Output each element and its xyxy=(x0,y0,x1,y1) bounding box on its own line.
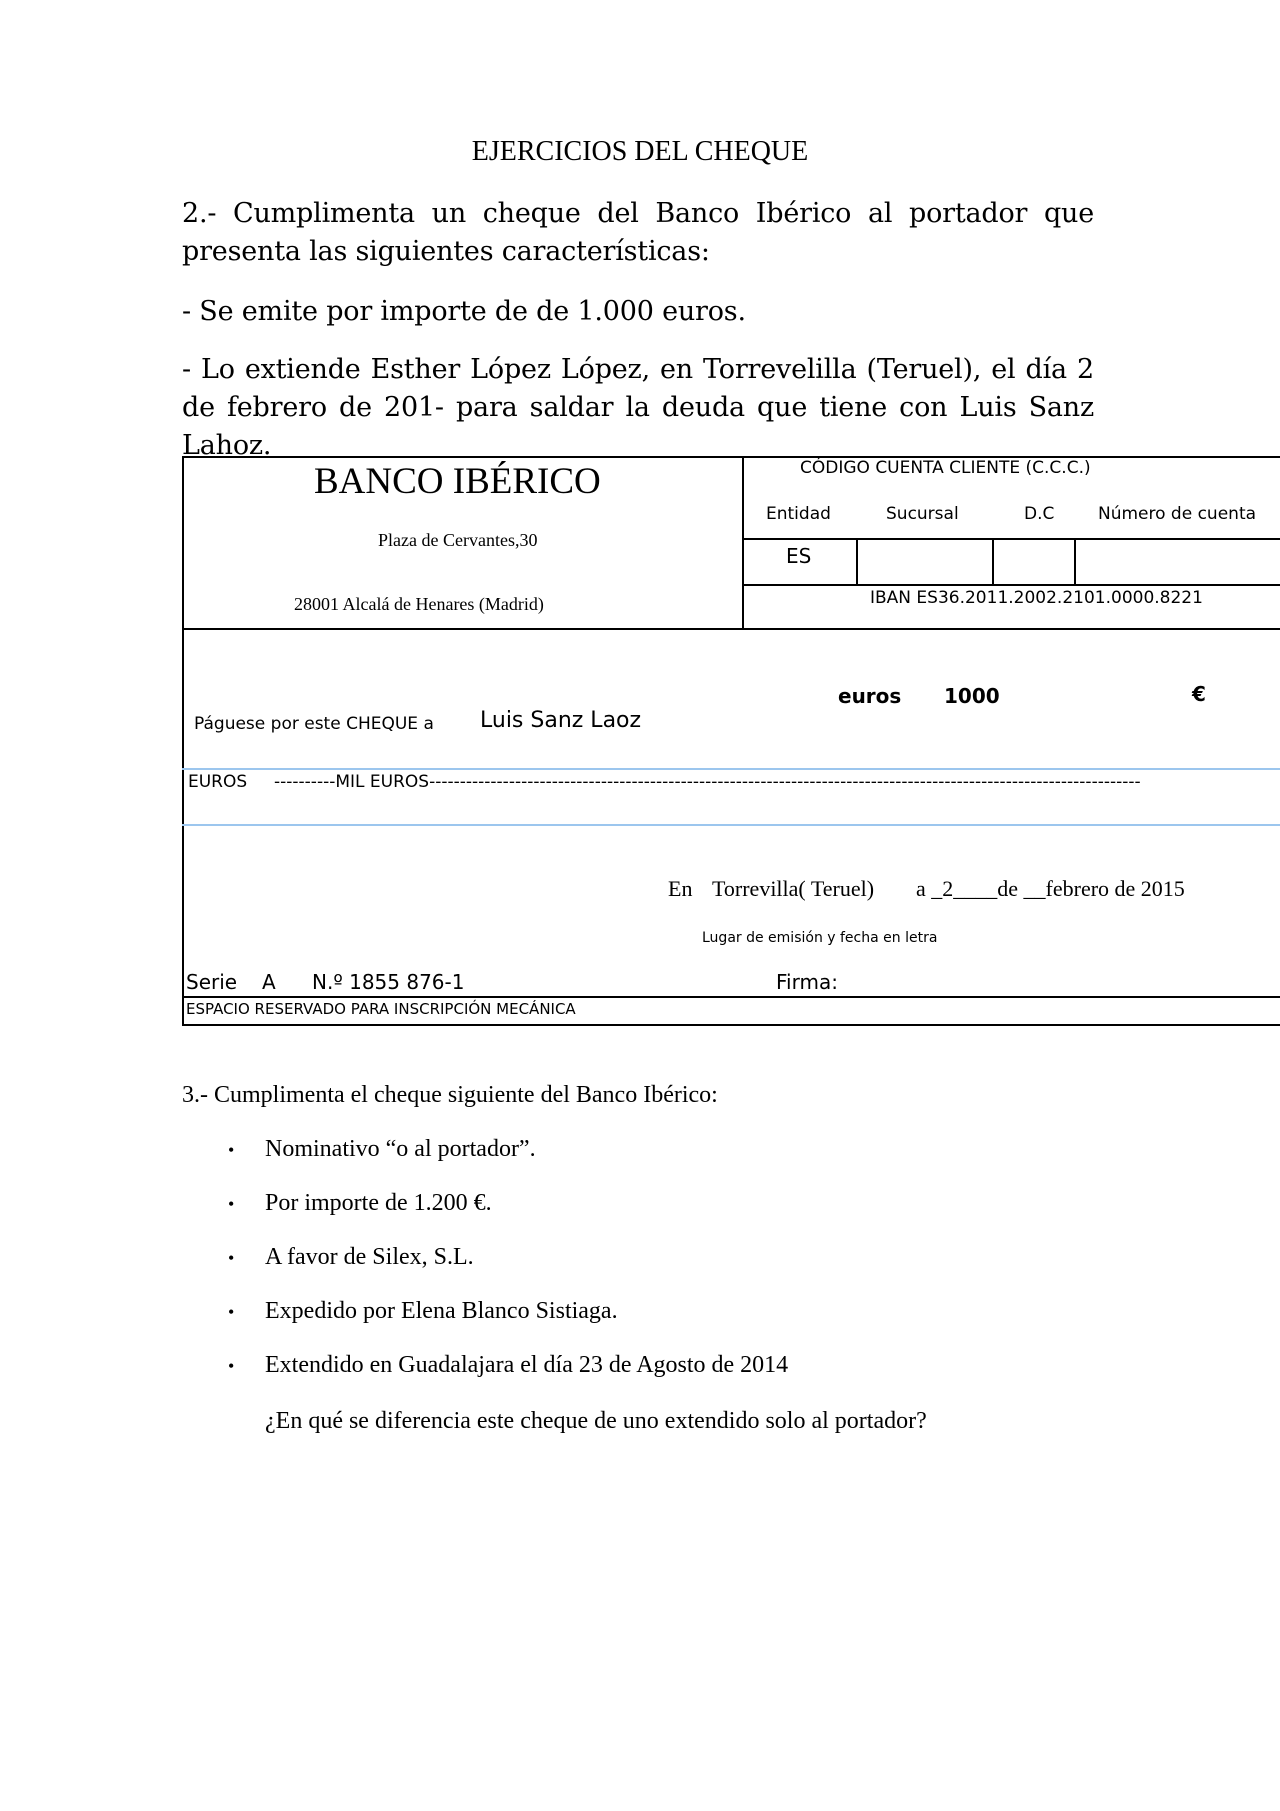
place-date-caption: Lugar de emisión y fecha en letra xyxy=(702,930,938,946)
ccc-column-entidad: Entidad xyxy=(766,504,831,524)
serie-label: Serie xyxy=(186,970,238,994)
euros-label: euros xyxy=(838,684,902,708)
cheque-number: N.º 1855 876-1 xyxy=(312,970,465,994)
pay-to-label: Páguese por este CHEQUE a xyxy=(194,714,434,734)
amount-figure: 1000 xyxy=(944,684,1000,708)
bank-name: BANCO IBÉRICO xyxy=(314,461,601,502)
iban-number: IBAN ES36.2011.2002.2101.0000.8221 xyxy=(870,588,1203,608)
amount-words-label: EUROS xyxy=(188,772,248,792)
document-page: EJERCICIOS DEL CHEQUE 2.- Cumplimenta un cheque del Banco Ibérico al portador que presenta las siguientes características: - Se emite por importe de de 1.000 euros. - Lo extiende Esther López López, en Torrevelilla (Teruel), el día 2 de febrero de 201- para saldar la deuda que tiene con Luis Sanz Lahoz. BANCO IBÉRICO Plaza de Cervantes,30 28001 Alcalá de Henares (Madrid) CÓDIGO CUENTA CLIENTE (C.C.C.) Entidad Sucursal D.C Número de cuenta ES IBAN ES36.2011.2002.2101.0000.8221 euros 1000 € Páguese por este CHEQUE a Luis Sanz Laoz EUROS ----------MIL EUROS-------------------------------------------------------------------------------------------------------------------- En Torrevilla( Teruel) a _2____de __febrero de 2015 Lugar de emisión y fecha en letra Serie A N.º 1855 876-1 Firma: ESPACIO RESERVADO PARA INSCRIPCIÓN MECÁNICA 3.- Cumplimenta el cheque siguiente del Banco Ibérico: • Nominativo “o al portador”. • Por importe de 1.200 €. • A favor de Silex, S.L. • Expedido por Elena Blanco Sistiaga. • Extendido en Guadalajara el día 23 de Agosto de 2014 ¿En qué se diferencia este cheque de uno extendido solo al portador? xyxy=(0,0,1280,1811)
reserved-space-label: ESPACIO RESERVADO PARA INSCRIPCIÓN MECÁNICA xyxy=(186,1000,576,1018)
signature-label: Firma: xyxy=(776,970,838,994)
place-prefix: En xyxy=(668,876,693,901)
issue-date: a _2____de __febrero de 2015 xyxy=(916,876,1185,901)
exercise2-intro: 2.- Cumplimenta un cheque del Banco Ibérico al portador que presenta las siguientes características: xyxy=(182,198,1094,267)
serie-value: A xyxy=(262,970,276,994)
bullet-icon: • xyxy=(228,1140,235,1160)
exercise3-intro: 3.- Cumplimenta el cheque siguiente del Banco Ibérico: xyxy=(182,1082,718,1108)
ccc-label: CÓDIGO CUENTA CLIENTE (C.C.C.) xyxy=(800,458,1091,478)
ccc-column-numero-cuenta: Número de cuenta xyxy=(1098,504,1257,524)
currency-symbol: € xyxy=(1192,682,1206,706)
entidad-value: ES xyxy=(786,544,812,568)
bullet-icon: • xyxy=(228,1302,235,1322)
exercise2-item-amount: - Se emite por importe de de 1.000 euros. xyxy=(182,296,746,327)
place-of-issue: Torrevilla( Teruel) xyxy=(712,876,875,901)
page-title-text: EJERCICIOS DEL CHEQUE xyxy=(471,136,809,167)
bullet-icon: • xyxy=(228,1194,235,1214)
bullet-icon: • xyxy=(228,1248,235,1268)
ccc-column-dc: D.C xyxy=(1024,504,1055,524)
cheque-form xyxy=(182,456,1280,1026)
amount-in-words: ----------MIL EUROS-------------------------------------------------------------------------------------------------------------------- xyxy=(274,772,1141,792)
page-title xyxy=(0,136,1280,168)
bank-address-street: Plaza de Cervantes,30 xyxy=(378,530,538,550)
bullet-icon: • xyxy=(228,1356,235,1376)
ccc-column-sucursal: Sucursal xyxy=(886,504,959,524)
payee-name: Luis Sanz Laoz xyxy=(480,708,642,733)
bank-address-city: 28001 Alcalá de Henares (Madrid) xyxy=(294,594,544,614)
exercise3-question: ¿En qué se diferencia este cheque de uno extendido solo al portador? xyxy=(265,1408,927,1434)
exercise2-item-issuer: - Lo extiende Esther López López, en Torrevelilla (Teruel), el día 2 de febrero de 201- para saldar la deuda que tiene con Luis Sanz Lahoz. xyxy=(182,354,1094,461)
